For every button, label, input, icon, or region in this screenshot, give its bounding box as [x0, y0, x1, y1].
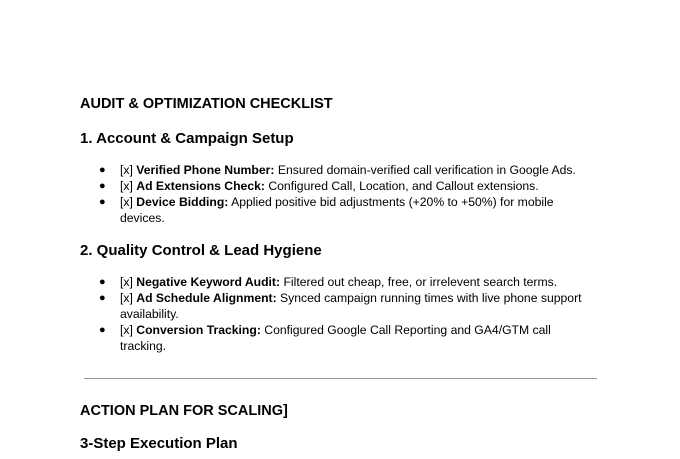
item-text: Ensured domain-verified call verification in Google Ads. — [277, 163, 576, 177]
bullet-icon: ● — [99, 292, 106, 304]
item-label: Negative Keyword Audit: — [136, 275, 281, 289]
item-text: Filtered out cheap, free, or irrelevent search terms. — [283, 275, 558, 289]
item-text: Configured Call, Location, and Callout extensions. — [268, 179, 539, 193]
item-label: Device Bidding: — [136, 195, 229, 209]
horizontal-rule — [84, 378, 597, 379]
checkbox-marker: [x] — [120, 195, 133, 209]
item-label: Conversion Tracking: — [136, 323, 261, 337]
item-label: Ad Schedule Alignment: — [136, 291, 277, 305]
checkbox-marker: [x] — [120, 323, 133, 337]
action-plan-title: ACTION PLAN FOR SCALING] — [80, 403, 288, 419]
list-item — [99, 322, 599, 354]
bullet-icon: ● — [99, 324, 106, 336]
execution-plan-heading: 3-Step Execution Plan — [80, 435, 238, 452]
item-label: Ad Extensions Check: — [136, 179, 265, 193]
bullet-icon: ● — [99, 196, 106, 208]
section-heading-quality-control: 2. Quality Control & Lead Hygiene — [80, 242, 322, 259]
bullet-icon: ● — [99, 276, 106, 288]
item-text: Configured Google Call Reporting and GA4/GTM call tracking. — [120, 323, 551, 353]
checkbox-marker: [x] — [120, 179, 133, 193]
item-text: Applied positive bid adjustments (+20% to +50%) for mobile devices. — [120, 195, 554, 225]
bullet-icon: ● — [99, 180, 106, 192]
list-item — [99, 290, 599, 322]
account-setup-list — [99, 162, 599, 226]
list-item — [99, 194, 599, 226]
list-item — [99, 178, 599, 194]
item-text: Synced campaign running times with live phone support availability. — [120, 291, 582, 321]
bullet-icon: ● — [99, 164, 106, 176]
checkbox-marker: [x] — [120, 291, 133, 305]
quality-control-list — [99, 274, 599, 354]
checkbox-marker: [x] — [120, 275, 133, 289]
section-heading-account-setup: 1. Account & Campaign Setup — [80, 130, 294, 147]
list-item — [99, 162, 599, 178]
checklist-title: AUDIT & OPTIMIZATION CHECKLIST — [80, 96, 333, 112]
list-item — [99, 274, 599, 290]
item-label: Verified Phone Number: — [136, 163, 275, 177]
checkbox-marker: [x] — [120, 163, 133, 177]
